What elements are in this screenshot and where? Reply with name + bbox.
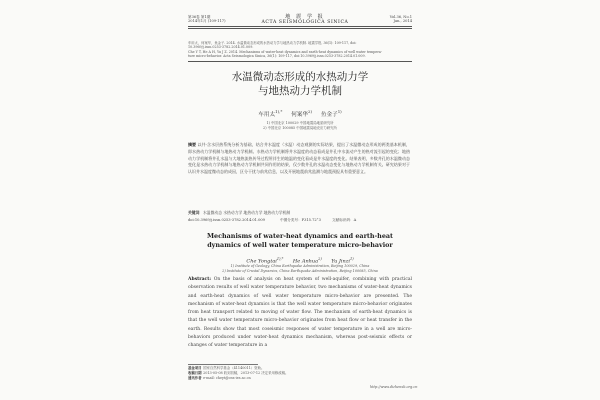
issue-date: 2014年1月 (109-117) — [188, 19, 226, 24]
author-name: He Anhua — [292, 258, 319, 265]
document-code: 文献标识码：A — [332, 218, 357, 222]
issue-cn: 第36卷 第1期 — [188, 15, 211, 19]
author-mark: 1) — [337, 109, 342, 114]
journal-name — [240, 14, 370, 26]
affiliation-line: 1) 中国北京 100029 中国地震局地质研究所 — [266, 121, 334, 125]
footnote-label: 通讯作者 — [188, 376, 202, 380]
citation-line: 10.3969/j.issn.0253-3782.2014.01.009. — [188, 45, 254, 50]
affiliation-line: 1) Institute of Geology, China Earthquake Administration, Beijing 100029, China — [230, 264, 370, 268]
author-name: 何案华 — [291, 111, 308, 118]
affiliations-cn — [188, 121, 412, 131]
journal-name-en: ACTA SEISMOLOGICA SINICA — [261, 20, 349, 25]
keywords-cn-label: 关键词 — [188, 210, 200, 215]
article-identifiers — [188, 218, 412, 223]
clc-number: 中图分类号：P315.72⁺3 — [280, 218, 321, 222]
affiliation-line: 2) 中国北京 100085 中国地震局地壳应力研究所 — [263, 125, 337, 130]
doi: doi:10.3969/j.issn.0253-3782.2014.01.009 — [188, 218, 265, 222]
journal-name-cn: 地 震 学 报 — [285, 14, 325, 20]
affiliation-line: 2) Institute of Crustal Dynamics, China Earthquake Administration, Beijing 100085, China — [222, 269, 378, 273]
title-cn — [188, 71, 412, 98]
abstract-en — [188, 276, 412, 351]
authors-cn — [188, 109, 412, 118]
journal-website: http://www.dizhenxb.org.cn — [370, 385, 418, 389]
keywords-cn — [188, 210, 290, 216]
volume-info — [372, 15, 412, 24]
author-name: Yu Jinzi — [331, 258, 350, 265]
author-mark: 1) — [349, 257, 354, 261]
footnote-text: 国家自然科学基金（41140011）资助。 — [203, 366, 265, 370]
title-en-line2: dynamics of well water temperature micro-behavior — [207, 241, 393, 249]
citation-rule — [188, 61, 412, 62]
volume-en: Vol.36, No.1 — [389, 15, 412, 19]
footnote-fund — [188, 366, 264, 370]
citation-line: 车用太，何案华，鱼金子. 2014. 水温微动态形成的水热动力学与地热动力学机制. 地震学报, 36(1): 109-117, doi: — [188, 41, 357, 45]
abstract-cn — [188, 142, 410, 176]
author-mark: 2) — [318, 257, 322, 261]
title-cn-line2: 与地热动力学机制 — [258, 84, 342, 97]
footnote-label: 基金项目 — [188, 366, 202, 370]
affiliations-en — [188, 264, 412, 274]
title-en — [188, 232, 412, 250]
title-cn-line1: 水温微动态形成的水热动力学 — [231, 71, 369, 83]
author-mark: 1),* — [276, 257, 284, 261]
abstract-en-text: On the basis of analysis on heat system of well-aquifer, combining with practical observation results of well water temperature behavior, two mechanisms of water-heat dynamics and earth-heat dynamics of well water temperature micro-behavior are presented. The mechanism of water-heat dynamics is that the well water temperature micro-behavior originates from heat transport related to moving of water flow. The mechanism of earth-heat dynamics is that the well water temperature micro-behavior originates from heat flow or heat transfer in the earth. Results show that most coseismic responses of water temperature in a well are micro-behaviors produced under water-heat dynamics mechanism, whereas post-seismic effects or changes of water temperature in a — [188, 277, 412, 349]
footnote-label: 收稿日期 — [188, 371, 202, 375]
abstract-cn-label: 摘要 — [188, 142, 197, 147]
title-en-line1: Mechanisms of water-heat dynamics and earth-heat — [206, 232, 393, 240]
author-name: 车用太 — [258, 111, 276, 118]
issue-info — [188, 15, 226, 24]
footnote-date — [188, 371, 288, 375]
abstract-en-label: Abstract: — [188, 277, 212, 282]
author-name: Che Yongtai — [246, 258, 277, 265]
footnote-text: 2013-05-08 收到初稿，2013-07-12 决定采用修改稿。 — [203, 371, 289, 375]
footnote-corresponding — [188, 376, 251, 380]
citation-line: ture micro-behavior. Acta Seismologica Sinica, 36(1): 109-117, doi:10.3969/j.issn.0253-3782.2014.01.009. — [188, 54, 366, 59]
footnote-text: e-mail: cheyt@cea-ies.ac.cn — [203, 376, 251, 380]
author-name: 鱼金子 — [320, 111, 338, 118]
keywords-cn-text: 水温微动态 水热动力学 地热动力学 地热动力学机制 — [203, 210, 291, 215]
author-mark: 1),* — [275, 109, 283, 114]
footnote-rule — [188, 364, 258, 365]
month-en: Jan., 2014 — [393, 19, 412, 24]
header-rule-double — [188, 28, 412, 29]
author-mark: 2) — [307, 109, 312, 114]
citation-block — [188, 41, 412, 59]
citation-line: Che Y T, He A H, Yu J Z. 2014. Mechanisms of water-heat dynamics and earth-heat dynamics of well water tempera- — [188, 49, 382, 54]
abstract-cn-text: 以井-含水层热系统分析为基础，结合井水温度（水温）动态观测的实际结果，提出了水温微动态形成的两类基本机制，即水热动力学机制与地热动力学机制。水热动力学机制将井水温度的动态看成是井孔中水流动产生的热对流引起的变化；地热动力学机制将井孔水温与大地热流热传导过程所伴生的地温的变化看成是井水温度的变化。结果表明，多数井孔的水温微动态变化是水热动力学机制与地热动力学机制共同作用的结果，仅少数井孔的水温动态变化与地热动力学机制有关。研究结果对于认识井水温度微动态的成因，区分干扰与前兆信息，以及开展地震前兆监测与地震预报具有重要意义。 — [188, 142, 410, 175]
